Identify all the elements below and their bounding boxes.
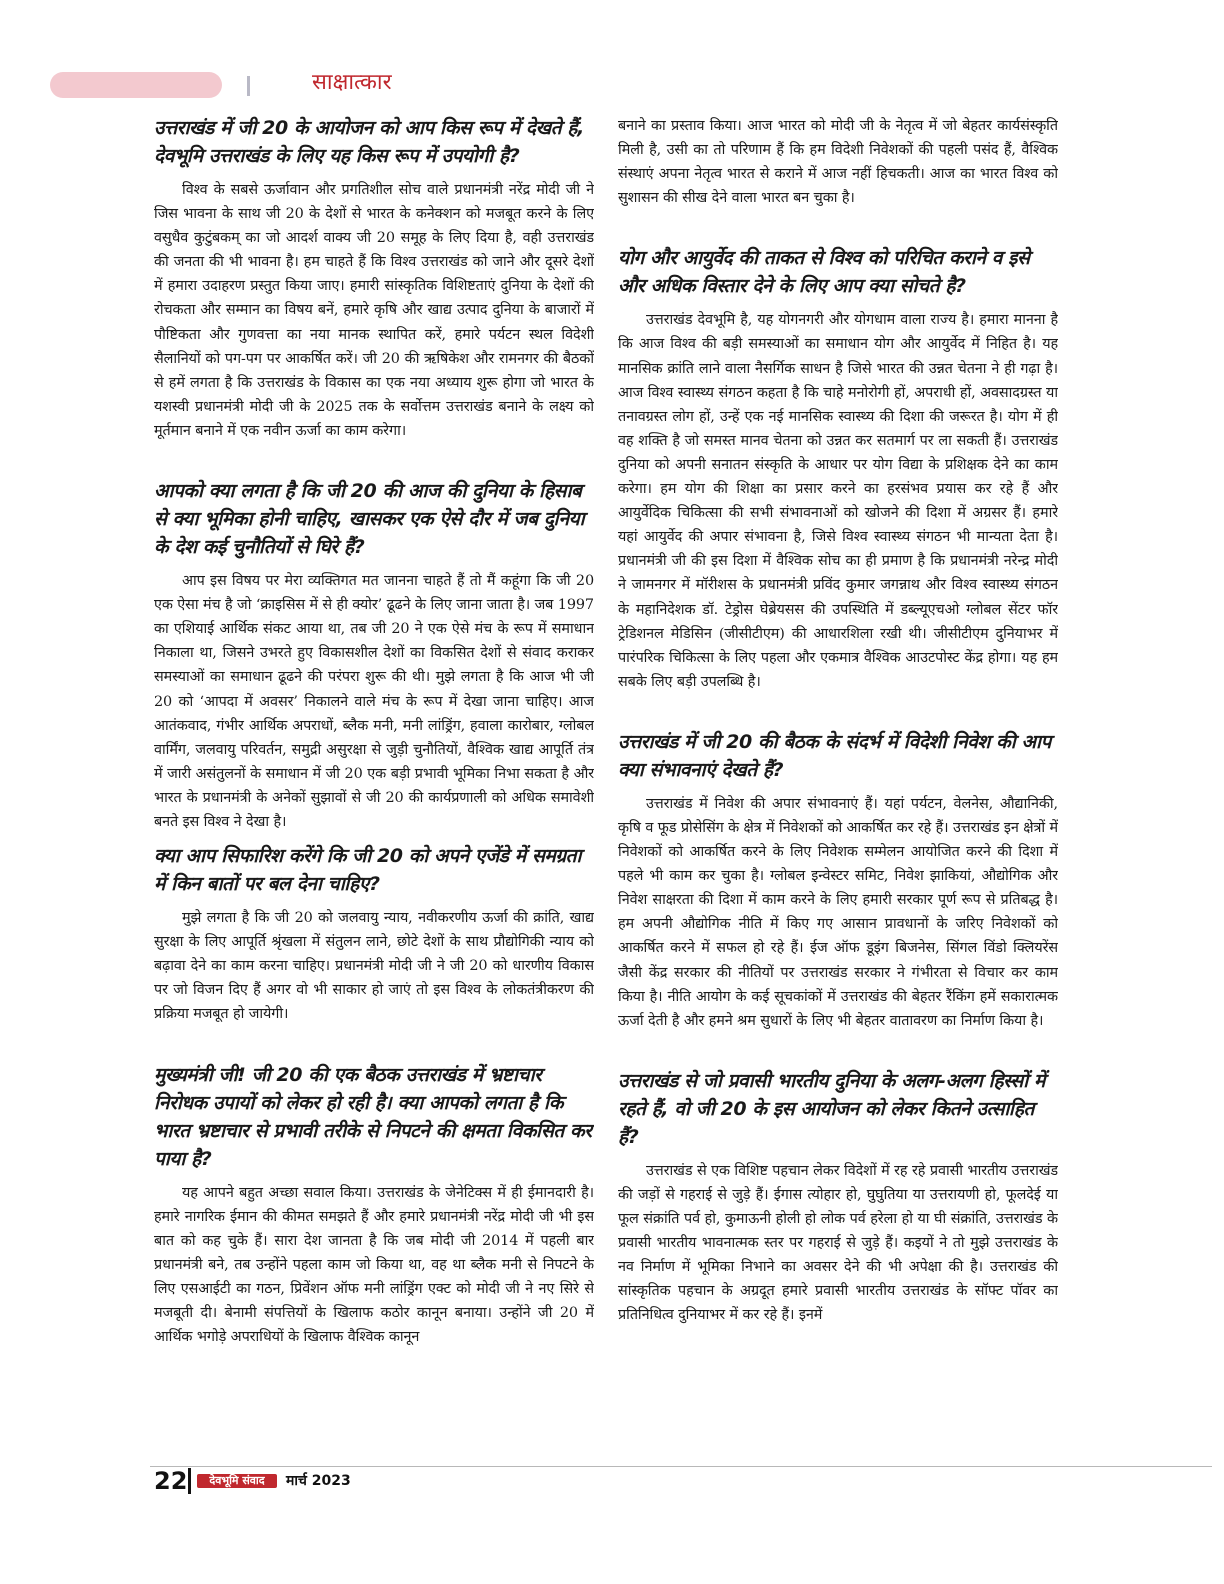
answer-5: उत्तराखंड देवभूमि है, यह योगनगरी और योगधाम वाला राज्य है। हमारा मानना है कि आज विश्व की बड़ी समस्याओं का समाधान योग और आयुर्वेद में निहित है। यह मानसिक क्रांति लाने वाला नैसर्गिक साधन है जिसे भारत की उन्नत चेतना ने ही गढ़ा है। आज विश्व स्वास्थ्य संगठन कहता है कि चाहे मनोरोगी हों, अपराधी हों, अवसादग्रस्त या तनावग्रस्त लोग हों, उन्हें एक नई मानसिक स्वास्थ्य की दिशा की जरूरत है। योग में ही वह शक्ति है जो समस्त मानव चेतना को उन्नत कर सतमार्ग पर ला सकती हैं। उत्तराखंड दुनिया को अपनी सनातन संस्कृति के आधार पर योग विद्या के प्रशिक्षक देने का काम करेगा। हम योग की शिक्षा का प्रसार करने का हरसंभव प्रयास कर रहे हैं और आयुर्वेदिक चिकित्सा की सभी संभावनाओं को खोजने की दिशा में अग्रसर हैं। हमारे यहां आयुर्वेद की अपार संभावना है, जिसे विश्व स्वास्थ्य संगठन भी मान्यता देता है। प्रधानमंत्री जी की इस दिशा में वैश्विक सोच का ही प्रमाण है कि प्रधानमंत्री नरेन्द्र मोदी ने जामनगर में मॉरीशस के प्रधानमंत्री प्रविंद कुमार जगन्नाथ और विश्व स्वास्थ्य संगठन के महानिदेशक डॉ. टेड्रोस घेब्रेयसस की उपस्थिति में डब्ल्यूएचओ ग्लोबल सेंटर फॉर ट्रेडिशनल मेडिसिन (जीसीटीएम) की आधारशिला रखी थी। जीसीटीएम दुनियाभर में पारंपरिक चिकित्सा के लिए पहला और एकमात्र वैश्विक आउटपोस्ट केंद्र होगा। यह हम सबके लिए बड़ी उपलब्धि है। [618, 312, 1058, 690]
right-column [618, 114, 1058, 1446]
footer-rule [150, 1466, 1212, 1467]
question-7: उत्तराखंड से जो प्रवासी भारतीय दुनिया के अलग-अलग हिस्सों में रहते हैं, वो जी 20 के इस आयोजन को लेकर कितने उत्साहित हैं? [618, 1069, 1045, 1148]
answer-3: मुझे लगता है कि जी 20 को जलवायु न्याय, नवीकरणीय ऊर्जा की क्रांति, खाद्य सुरक्षा के लिए आपूर्ति श्रृंखला में संतुलन लाने, छोटे देशों के साथ प्रौद्योगिकी न्याय को बढ़ावा देने का काम करना चाहिए। प्रधानमंत्री मोदी जी ने जी 20 को धारणीय विकास पर जो विजन दिए हैं अगर वो भी साकार हो जाएं तो इस विश्व के लोकतंत्रीकरण की प्रक्रिया मजबूत हो जायेगी। [154, 910, 594, 1023]
page-number: 22 [154, 1467, 188, 1495]
answer-4-continued: बनाने का प्रस्ताव किया। आज भारत को मोदी जी के नेतृत्व में जो बेहतर कार्यसंस्कृति मिली है, उसी का तो परिणाम हैं कि हम विदेशी निवेशकों की पहली पसंद हैं, वैश्विक संस्थाएं अपना नेतृत्व भारत से कराने में आज नहीं हिचकती। आज का भारत विश्व को सुशासन की सीख देने वाला भारत बन चुका है। [618, 118, 1058, 207]
answer-1: विश्व के सबसे ऊर्जावान और प्रगतिशील सोच वाले प्रधानमंत्री नरेंद्र मोदी जी ने जिस भावना के साथ जी 20 के देशों से भारत के कनेक्शन को मजबूत करने के लिए वसुधैव कुटुंबकम् का जो आदर्श वाक्य जी 20 समूह के लिए दिया है, वही उत्तराखंड की जनता की भी भावना है। हम चाहते हैं कि विश्व उत्तराखंड को जाने और दूसरे देशों में हमारा उदाहरण प्रस्तुत किया जाए। हमारी सांस्कृतिक विशिष्टताएं दुनिया के देशों की रोचकता और सम्मान का विषय बनें, हमारे कृषि और खाद्य उत्पाद दुनिया के बाजारों में पौष्टिकता और गुणवत्ता का नया मानक स्थापित करें, हमारे पर्यटन स्थल विदेशी सैलानियों को पग-पग पर आकर्षित करें। जी 20 की ऋषिकेश और रामनगर की बैठकों से हमें लगता है कि उत्तराखंड के विकास का एक नया अध्याय शुरू होगा जो भारत के यशस्वी प्रधानमंत्री मोदी जी के 2025 तक के सर्वोत्तम उत्तराखंड बनाने के लक्ष्य को मूर्तमान बनाने में एक नवीन ऊर्जा का काम करेगा। [154, 182, 594, 439]
question-4: मुख्यमंत्री जी! जी 20 की एक बैठक उत्तराखंड में भ्रष्टाचार निरोधक उपायों को लेकर हो रही है। क्या आपको लगता है कि भारत भ्रष्टाचार से प्रभावी तरीके से निपटने की क्षमता विकसित कर पाया है? [154, 1063, 592, 1170]
header-pill [50, 72, 222, 98]
header-divider [247, 76, 250, 96]
answer-2: आप इस विषय पर मेरा व्यक्तिगत मत जानना चाहते हैं तो मैं कहूंगा कि जी 20 एक ऐसा मंच है जो ‘क्राइसिस में से ही क्योर’ ढूढने के लिए जाना जाता है। जब 1997 का एशियाई आर्थिक संकट आया था, तब जी 20 ने एक ऐसे मंच के रूप में समाधान निकाला था, जिसने उभरते हुए विकासशील देशों का विकसित देशों से संवाद कराकर समस्याओं का समाधान ढूढने की परंपरा शुरू की थी। मुझे लगता है कि आज भी जी 20 को ‘आपदा में अवसर’ निकालने वाले मंच के रूप में देखा जाना चाहिए। आज आतंकवाद, गंभीर आर्थिक अपराधों, ब्लैक मनी, मनी लांड्रिंग, हवाला कारोबार, ग्लोबल वार्मिंग, जलवायु परिवर्तन, समुद्री असुरक्षा से जुड़ी चुनौतियों, वैश्विक खाद्य आपूर्ति तंत्र में जारी असंतुलनों के समाधान में जी 20 एक बड़ी प्रभावी भूमिका निभा सकता है और भारत के प्रधानमंत्री के अनेकों सुझावों से जी 20 की कार्यप्रणाली को अधिक समावेशी बनते इस विश्व ने देखा है। [154, 573, 594, 830]
question-3: क्या आप सिफारिश करेंगे कि जी 20 को अपने एजेंडे में समग्रता में किन बातों पर बल देना चाहिए? [154, 845, 582, 896]
question-5: योग और आयुर्वेद की ताकत से विश्व को परिचित कराने व इसे और अधिक विस्तार देने के लिए आप क्या सोचते है? [618, 247, 1030, 298]
left-column [154, 114, 594, 1446]
question-2: आपको क्या लगता है कि जी 20 की आज की दुनिया के हिसाब से क्या भूमिका होनी चाहिए, खासकर एक ऐसे दौर में जब दुनिया के देश कई चुनौतियों से घिरे हैं? [154, 480, 585, 559]
question-6: उत्तराखंड में जी 20 की बैठक के संदर्भ में विदेशी निवेश की आप क्या संभावनाएं देखते हैं? [618, 730, 1051, 781]
footer-divider [188, 1468, 191, 1494]
magazine-logo: देवभूमि संवाद [197, 1474, 277, 1488]
answer-7: उत्तराखंड से एक विशिष्ट पहचान लेकर विदेशों में रह रहे प्रवासी भारतीय उत्तराखंड की जड़ों से गहराई से जुड़े हैं। ईगास त्योहार हो, घुघुतिया या उत्तरायणी हो, फूलदेई या फूल संक्रांति पर्व हो, कुमाऊनी होली हो लोक पर्व हरेला हो या घी संक्रांति, उत्तराखंड के प्रवासी भारतीय भावनात्मक स्तर पर गहराई से जुड़े हैं। कइयों ने तो मुझे उत्तराखंड के नव निर्माण में भूमिका निभाने का अवसर देने की भी अपेक्षा की है। उत्तराखंड की सांस्कृतिक पहचान के अग्रदूत हमारे प्रवासी भारतीय उत्तराखंड के सॉफ्ट पॉवर का प्रतिनिधित्व दुनियाभर में कर रहे हैं। इनमें [618, 1162, 1058, 1324]
answer-6: उत्तराखंड में निवेश की अपार संभावनाएं हैं। यहां पर्यटन, वेलनेस, औद्यानिकी, कृषि व फूड प्रोसेसिंग के क्षेत्र में निवेशकों को आकर्षित कर रहे हैं। उत्तराखंड इन क्षेत्रों में निवेशकों को आकर्षित करने के लिए निवेशक सम्मेलन आयोजित करने की दिशा में पहले भी काम कर चुका है। ग्लोबल इन्वेस्टर समिट, निवेश झाकियां, औद्योगिक और निवेश साक्षरता की दिशा में काम करने के लिए हमारी सरकार पूर्ण रूप से प्रतिबद्ध है। हम अपनी औद्योगिक नीति में किए गए आसान प्रावधानों के जरिए निवेशकों को आकर्षित करने में सफल हो रहे हैं। ईज ऑफ डूइंग बिजनेस, सिंगल विंडो क्लियरेंस जैसी केंद्र सरकार की नीतियों पर उत्तराखंड सरकार ने गंभीरता से विचार कर काम किया है। नीति आयोग के कई सूचकांकों में उत्तराखंड की बेहतर रैंकिंग हमें सकारात्मक ऊर्जा देती है और हमने श्रम सुधारों के लिए भी बेहतर वातावरण का निर्माण किया है। [618, 795, 1058, 1029]
answer-4: यह आपने बहुत अच्छा सवाल किया। उत्तराखंड के जेनेटिक्स में ही ईमानदारी है। हमारे नागरिक ईमान की कीमत समझते हैं और हमारे प्रधानमंत्री नरेंद्र मोदी जी भी इस बात को कह चुके हैं। सारा देश जानता है कि जब मोदी जी 2014 में पहली बार प्रधानमंत्री बने, तब उन्होंने पहला काम जो किया था, वह था ब्लैक मनी से निपटने के लिए एसआईटी का गठन, प्रिवेंशन ऑफ मनी लांड्रिंग एक्ट को मोदी जी ने नए सिरे से मजबूती दी। बेनामी संपत्तियों के खिलाफ कठोर कानून बनाया। उन्होंने जी 20 में आर्थिक भगोड़े अपराधियों के खिलाफ वैश्विक कानून [154, 1184, 594, 1346]
question-1: उत्तराखंड में जी 20 के आयोजन को आप किस रूप में देखते हैं, देवभूमि उत्तराखंड के लिए यह किस रूप में उपयोगी है? [154, 117, 584, 167]
issue-date: मार्च 2023 [286, 1473, 351, 1489]
section-label: साक्षात्कार [312, 70, 392, 95]
